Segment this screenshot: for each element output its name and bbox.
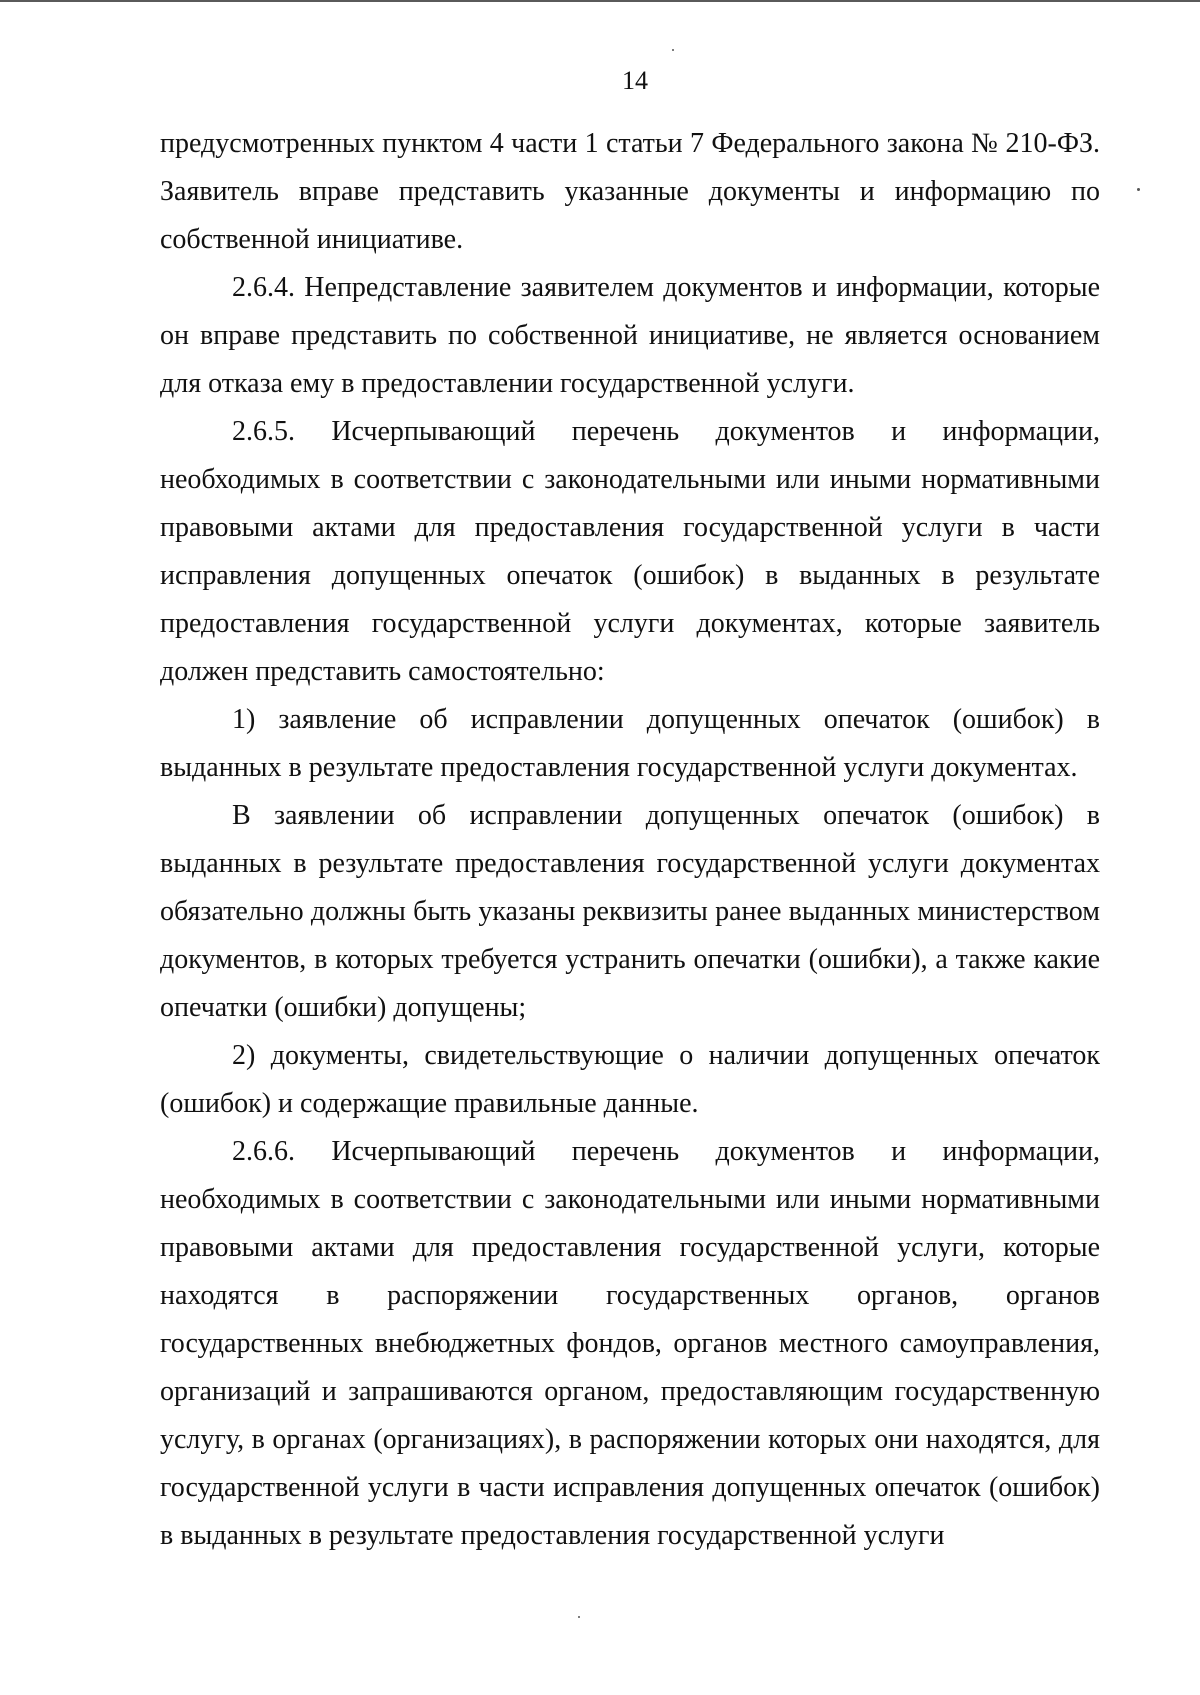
page-number: 14 bbox=[622, 66, 648, 95]
paragraph-2-6-5: 2.6.5. Исчерпывающий перечень документов и информации, необходимых в соответствии с законодательными или иными нормативными правовыми актами для предоставления государственной услуги в части исправления допущенных опечаток (ошибок) в выданных в результате предоставления государственной услуги документах, которые заявитель должен представить самостоятельно: bbox=[160, 416, 1100, 687]
list-item-2: 2) документы, свидетельствующие о наличии допущенных опечаток (ошибок) и содержащие правильные данные. bbox=[160, 1040, 1100, 1119]
paragraph-continuation: предусмотренных пунктом 4 части 1 статьи 7 Федерального закона № 210-ФЗ. Заявитель вправе представить указанные документы и информацию по собственной инициативе. bbox=[160, 128, 1100, 255]
paragraph-application-requisites: В заявлении об исправлении допущенных опечаток (ошибок) в выданных в результате предоставления государственной услуги документах обязательно должны быть указаны реквизиты ранее выданных министерством документов, в которых требуется устранить опечатки (ошибки), а также какие опечатки (ошибки) допущены; bbox=[160, 800, 1100, 1023]
scan-top-edge bbox=[0, 0, 1200, 2]
document-body bbox=[160, 120, 1100, 1560]
scan-speck bbox=[578, 1616, 580, 1618]
paragraph-2-6-6: 2.6.6. Исчерпывающий перечень документов и информации, необходимых в соответствии с законодательными или иными нормативными правовыми актами для предоставления государственной услуги, которые находятся в распоряжении государственных органов, органов государственных внебюджетных фондов, органов местного самоуправления, организаций и запрашиваются органом, предоставляющим государственную услугу, в органах (организациях), в распоряжении которых они находятся, для государственной услуги в части исправления допущенных опечаток (ошибок) в выданных в результате предоставления государственной услуги bbox=[160, 1136, 1100, 1551]
scan-speck bbox=[1137, 188, 1140, 191]
paragraph-2-6-4: 2.6.4. Непредставление заявителем документов и информации, которые он вправе представить по собственной инициативе, не является основанием для отказа ему в предоставлении государственной услуги. bbox=[160, 272, 1100, 399]
scan-speck bbox=[672, 49, 674, 51]
list-item-1: 1) заявление об исправлении допущенных опечаток (ошибок) в выданных в результате предоставления государственной услуги документах. bbox=[160, 704, 1100, 783]
